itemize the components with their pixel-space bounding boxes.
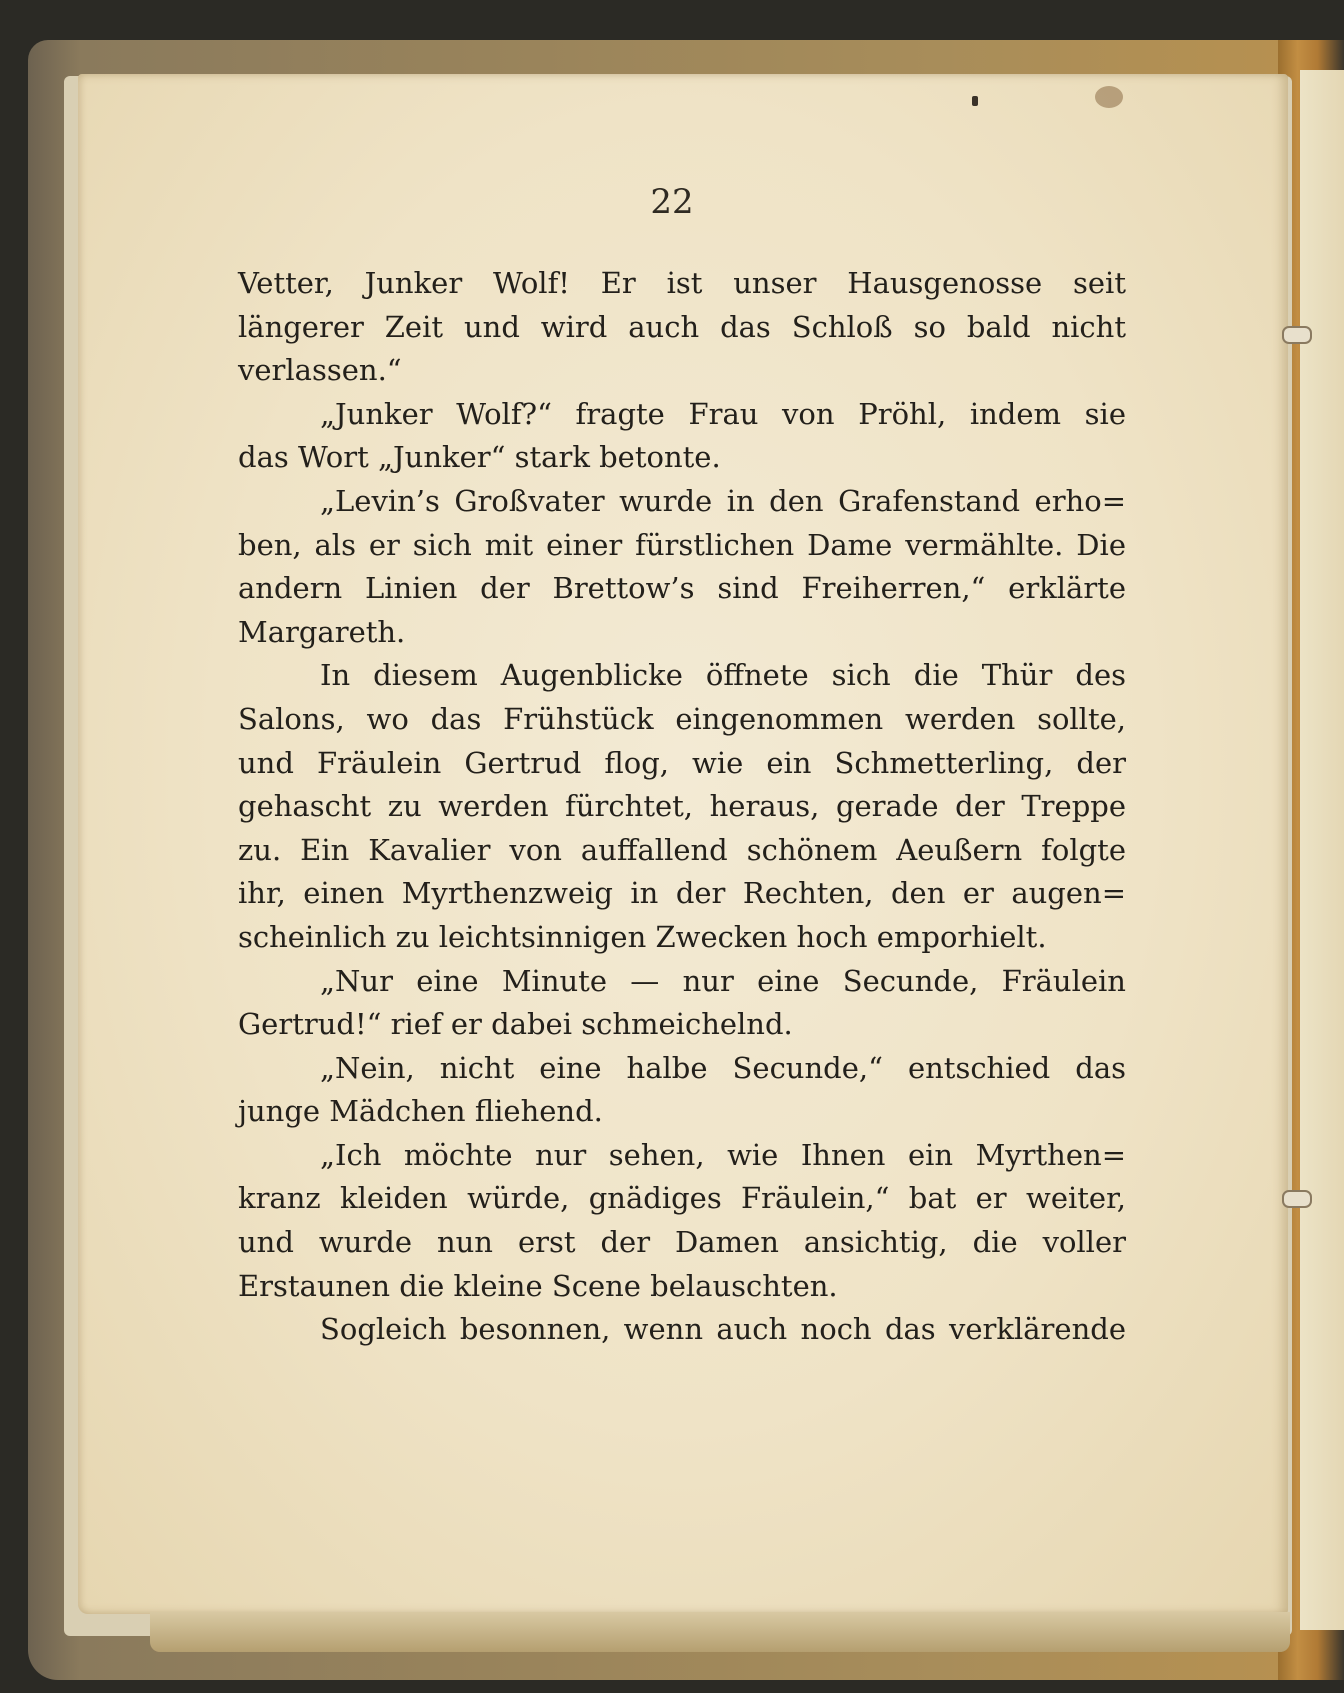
text-line: „Nein, nicht eine halbe Secunde,“ entschied das [320,1050,1126,1085]
page-number: 22 [650,182,694,222]
text-line: „Nur eine Minute — nur eine Secunde, Fräulein [320,963,1126,998]
text-line: ben, als er sich mit einer fürstlichen Dame vermählte. Die [238,527,1126,562]
text-line: In diesem Augenblicke öffnete sich die Thür des [320,658,1126,693]
paper-stain [1095,86,1123,108]
facing-page-edge [1300,70,1344,1630]
text-line: „Levin’s Großvater wurde in den Grafenstand erho= [320,483,1126,518]
page-bottom-edge [150,1612,1290,1652]
body-text [238,262,1126,1352]
binding-thread [1282,326,1312,344]
text-line: verlassen.“ [238,353,402,388]
text-line: Margareth. [238,614,406,649]
text-line: kranz kleiden würde, gnädiges Fräulein,“ bat er weiter, [238,1181,1126,1216]
ink-speck [972,96,978,106]
text-line: Erstaunen die kleine Scene belauschten. [238,1268,838,1303]
text-line: und wurde nun erst der Damen ansichtig, die voller [238,1225,1126,1260]
text-line: „Ich möchte nur sehen, wie Ihnen ein Myrthen= [320,1137,1126,1172]
text-line: Gertrud!“ rief er dabei schmeichelnd. [238,1007,793,1042]
text-line: „Junker Wolf?“ fragte Frau von Pröhl, indem sie [320,396,1126,431]
text-line: andern Linien der Brettow’s sind Freiherren,“ erklärte [238,571,1126,606]
text-line: Sogleich besonnen, wenn auch noch das verklärende [320,1312,1126,1347]
text-line: und Fräulein Gertrud flog, wie ein Schmetterling, der [238,745,1126,780]
text-line: das Wort „Junker“ stark betonte. [238,440,721,475]
text-line: längerer Zeit und wird auch das Schloß so bald nicht [238,309,1126,344]
text-line: zu. Ein Kavalier von auffallend schönem Aeußern folgte [238,832,1126,867]
text-line: gehascht zu werden fürchtet, heraus, gerade der Treppe [238,789,1126,824]
text-line: Vetter, Junker Wolf! Er ist unser Hausgenosse seit [238,266,1126,300]
binding-thread [1282,1190,1312,1208]
text-line: Salons, wo das Frühstück eingenommen werden sollte, [238,701,1126,736]
text-line: junge Mädchen fliehend. [238,1094,603,1129]
text-line: scheinlich zu leichtsinnigen Zwecken hoch emporhielt. [238,919,1047,954]
text-line: ihr, einen Myrthenzweig in der Rechten, den er augen= [238,876,1126,911]
